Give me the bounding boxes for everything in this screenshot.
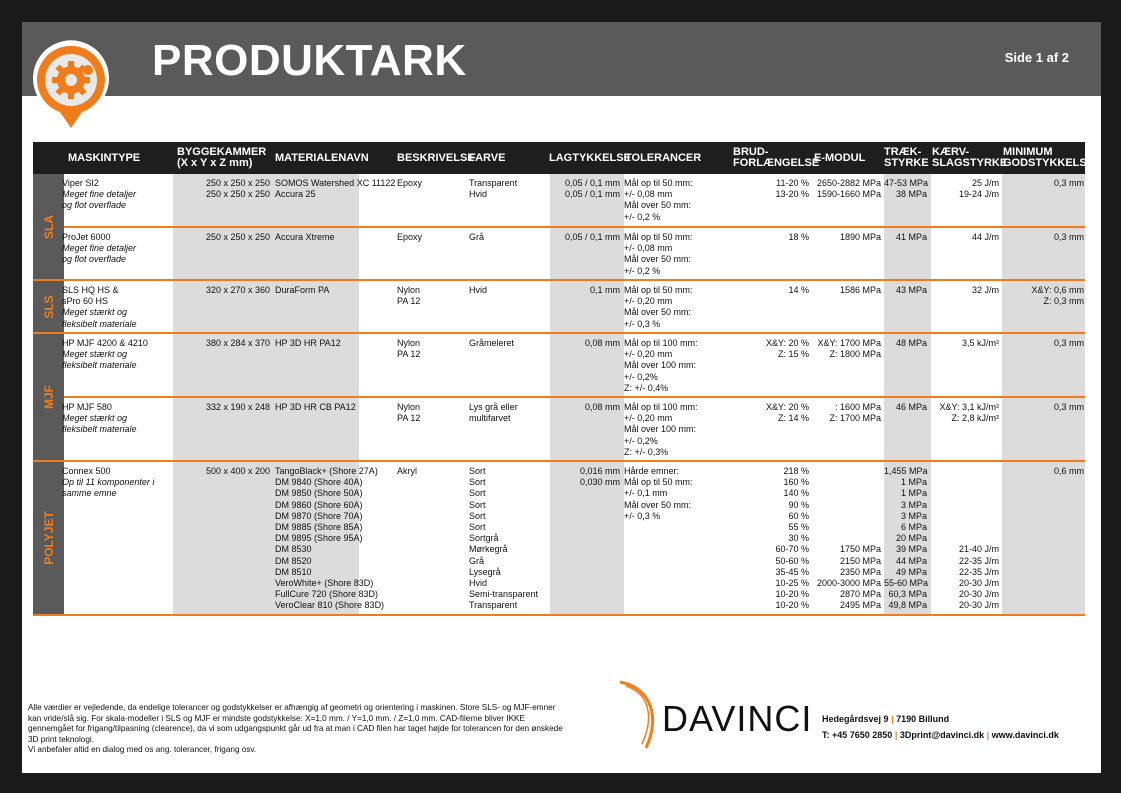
- column-header-text: TOLERANCER: [625, 152, 702, 164]
- cell-minthick: 0,3 mm: [1053, 338, 1084, 348]
- cell-tensile: 46 MPa: [895, 402, 927, 412]
- group-label-text: SLA: [41, 214, 56, 239]
- cell-tensile: 43 MPa: [895, 285, 927, 295]
- cell-tolerance: Mål op til 100 mm: +/- 0,20 mm Mål over 100 mm: +/- 0,2% Z: +/- 0,4%: [624, 338, 698, 393]
- column-header-tensile: [884, 147, 929, 169]
- cell-color: Transparent Hvid: [469, 178, 518, 200]
- column-header-description: [397, 153, 475, 164]
- cell-impact: 21-40 J/m 22-35 J/m 22-35 J/m 20-30 J/m 20-30 J/m 20-30 J/m: [958, 544, 999, 611]
- cell-layer: 0,016 mm 0,030 mm: [579, 466, 620, 488]
- machine-description: Meget fine detaljer og flot overflade: [62, 243, 137, 265]
- cell-impact: 25 J/m 19-24 J/m: [958, 178, 999, 200]
- cell-impact: X&Y: 3,1 kJ/m² Z: 2,8 kJ/m²: [939, 402, 999, 424]
- cell-description: Nylon PA 12: [397, 338, 421, 360]
- cell-minthick: X&Y: 0,6 mm Z: 0,3 mm: [1031, 285, 1084, 307]
- cell-emodulus: : 1600 MPa Z: 1700 MPa: [829, 402, 881, 424]
- machine-description: Meget stærkt og fleksibelt materiale: [62, 413, 137, 435]
- column-header-text: SLAGSTYRKE: [932, 157, 1008, 169]
- cell-description: Nylon PA 12: [397, 285, 421, 307]
- cell-tensile: 48 MPa: [895, 338, 927, 348]
- cell-minthick: 0,3 mm: [1053, 402, 1084, 412]
- column-header-text: FORLÆNGELSE: [733, 157, 820, 169]
- cell-color: Hvid: [469, 285, 488, 295]
- column-header-text: GODSTYKKELSE: [1003, 157, 1095, 169]
- group-sls: [33, 281, 1085, 334]
- cell-description: Akryl: [397, 466, 417, 476]
- group-label: [33, 174, 64, 279]
- cell-tensile: 1,455 MPa 1 MPa 1 MPa 3 MPa 3 MPa 6 MPa 20 MPa 39 MPa 44 MPa 49 MPa 55-60 MPa 60,3 MPa 49,8 MPa: [884, 466, 929, 611]
- cell-minthick: 0,6 mm: [1053, 466, 1084, 476]
- cell-machine: [62, 466, 172, 500]
- machine-name: Viper SI2: [62, 178, 99, 188]
- group-label-text: SLS: [41, 294, 56, 319]
- page-number: Side 1 af 2: [1004, 50, 1069, 65]
- cell-tolerance: Mål op til 100 mm: +/- 0,20 mm Mål over 100 mm: +/- 0,2% Z: +/- 0,3%: [624, 402, 698, 457]
- city: 7190 Billund: [896, 714, 950, 724]
- cell-elongation: 18 %: [788, 232, 809, 242]
- cell-build: 250 x 250 x 250: [205, 232, 270, 242]
- column-header-text: MASKINTYPE: [68, 152, 141, 164]
- cell-build: 320 x 270 x 360: [205, 285, 270, 295]
- cell-build: 250 x 250 x 250 250 x 250 x 250: [205, 178, 270, 200]
- cell-elongation: 218 % 160 % 140 % 90 % 60 % 55 % 30 % 60-70 % 50-60 % 35-45 % 10-25 % 10-20 % 10-20 %: [775, 466, 809, 611]
- page-header: [22, 22, 1101, 96]
- column-header-text: BESKRIVELSE: [397, 152, 475, 164]
- cell-material: Accura Xtreme: [275, 232, 335, 242]
- cell-layer: 0,05 / 0,1 mm 0,05 / 0,1 mm: [564, 178, 620, 200]
- group-label-text: POLYJET: [41, 511, 56, 565]
- page-title: PRODUKTARK: [152, 36, 467, 85]
- cell-build: 380 x 284 x 370: [205, 338, 270, 348]
- contact-line: T: +45 7650 2850 | 3Dprint@davinci.dk | www.davinci.dk: [822, 730, 1059, 740]
- cell-tolerance: Mål op til 50 mm: +/- 0,08 mm Mål over 50 mm: +/- 0,2 %: [624, 178, 693, 222]
- column-header-build: [177, 147, 266, 169]
- phone: T: +45 7650 2850: [822, 730, 893, 740]
- cell-elongation: X&Y: 20 % Z: 14 %: [765, 402, 809, 424]
- cell-material: DuraForm PA: [275, 285, 330, 295]
- email-link[interactable]: 3Dprint@davinci.dk: [899, 730, 985, 740]
- table-header: [33, 142, 1095, 174]
- column-header-text: LAGTYKKELSE: [549, 152, 631, 164]
- cell-minthick: 0,3 mm: [1053, 178, 1084, 188]
- cell-machine: [62, 338, 172, 372]
- shaded-band: [1002, 462, 1085, 614]
- cell-elongation: 11-20 % 13-20 %: [775, 178, 809, 200]
- cell-impact: 32 J/m: [971, 285, 999, 295]
- cell-impact: 44 J/m: [971, 232, 999, 242]
- cell-color: Grå: [469, 232, 485, 242]
- cell-color: Sort Sort Sort Sort Sort Sort Sortgrå Mørkegrå Grå Lysegrå Hvid Semi-transparent Transparent: [469, 466, 539, 611]
- machine-name: Connex 500: [62, 466, 111, 476]
- cell-minthick: 0,3 mm: [1053, 232, 1084, 242]
- table-row: [64, 396, 1085, 460]
- column-header-layer: [549, 153, 631, 164]
- cell-layer: 0,1 mm: [589, 285, 620, 295]
- column-header-elongation: [733, 147, 819, 169]
- cell-elongation: X&Y: 20 % Z: 15 %: [765, 338, 809, 360]
- machine-description: Op til 11 komponenter i samme emne: [62, 477, 155, 499]
- machine-name: SLS HQ HS & sPro 60 HS: [62, 285, 119, 307]
- footnote: Alle værdier er vejledende, da endelige tolerancer og godstykkelser er afhængig af geometri og orientering i maskinen. Store SLS- og MJF-emner kan vride/slå sig. For skala-modeller i SLS og MJF er mindste godstykkelse: X=1,0 mm. / Y=1,0 mm. / Z=1,0 mm. CAD-filerne bliver IKKE gennemgået for frigang/tilpasning (clearence), da vi som udgangspunkt går ud fra at man i CAD filen har taget højde for tolerancen for den ønskede 3D print teknologi. Vi anbefaler altid en dialog med os ang. tolerancer, frigang osv.: [28, 703, 563, 755]
- column-header-text: MATERIALENAVN: [275, 152, 369, 164]
- cell-color: Lys grå eller multifarvet: [469, 402, 518, 424]
- table-row: [64, 462, 1085, 614]
- column-header-text: TRÆK-: [884, 146, 922, 158]
- group-label: [33, 334, 64, 460]
- cell-tolerance: Mål op til 50 mm: +/- 0,08 mm Mål over 50 mm: +/- 0,2 %: [624, 232, 693, 276]
- column-header-text: E-MODUL: [814, 152, 866, 164]
- cell-tensile: 47-53 MPa 38 MPa: [884, 178, 929, 200]
- group-polyjet: [33, 462, 1085, 616]
- column-header-text: (X x Y x Z mm): [177, 157, 253, 169]
- cell-description: Epoxy: [397, 178, 423, 188]
- table-row: [64, 226, 1085, 279]
- cell-emodulus: 1890 MPa: [839, 232, 881, 242]
- column-header-text: BRUD-: [733, 146, 769, 158]
- cell-layer: 0,05 / 0,1 mm: [564, 232, 620, 242]
- machine-description: Meget fine detaljer og flot overflade: [62, 189, 137, 211]
- cell-build: 500 x 400 x 200: [205, 466, 270, 476]
- cell-layer: 0,08 mm: [584, 338, 620, 348]
- machine-name: ProJet 6000: [62, 232, 111, 242]
- column-header-emodulus: [814, 153, 865, 164]
- column-header-text: FARVE: [469, 152, 506, 164]
- column-header-color: [469, 153, 505, 164]
- column-header-minthick: [1003, 147, 1094, 169]
- cell-description: Epoxy: [397, 232, 423, 242]
- cell-tolerance: Hårde emner: Mål op til 50 mm: +/- 0,1 mm Mål over 50 mm: +/- 0,3 %: [624, 466, 693, 521]
- cell-emodulus: X&Y: 1700 MPa Z: 1800 MPa: [817, 338, 881, 360]
- column-header-text: MINIMUM: [1003, 146, 1053, 158]
- street: Hedegårdsvej 9: [822, 714, 889, 724]
- cell-impact: 3,5 kJ/m²: [961, 338, 999, 348]
- cell-machine: [62, 232, 172, 266]
- cell-machine: [62, 285, 172, 330]
- table-row: [64, 174, 1085, 226]
- group-label: [33, 281, 64, 332]
- machine-name: HP MJF 580: [62, 402, 112, 412]
- table-row: [64, 281, 1085, 332]
- cell-machine: [62, 402, 172, 436]
- cell-machine: [62, 178, 172, 212]
- column-header-material: [275, 153, 369, 164]
- cell-emodulus: 1750 MPa 2150 MPa 2350 MPa 2000-3000 MPa 2870 MPa 2495 MPa: [816, 544, 881, 611]
- gear-badge-icon: [30, 30, 112, 138]
- table-row: [64, 334, 1085, 396]
- cell-color: Gråmeleret: [469, 338, 515, 348]
- group-sla: [33, 174, 1085, 281]
- address-line: Hedegårdsvej 9 | 7190 Billund: [822, 714, 950, 724]
- cell-material: HP 3D HR PA12: [275, 338, 341, 348]
- cell-material: SOMOS Watershed XC 11122 Accura 25: [275, 178, 396, 200]
- column-header-text: BYGGEKAMMER: [177, 146, 267, 158]
- group-label: [33, 462, 64, 614]
- cell-tolerance: Mål op til 50 mm: +/- 0,20 mm Mål over 50 mm: +/- 0,3 %: [624, 285, 693, 329]
- group-label-text: MJF: [41, 385, 56, 409]
- cell-emodulus: 2650-2882 MPa 1590-1660 MPa: [816, 178, 881, 200]
- cell-material: TangoBlack+ (Shore 27A) DM 9840 (Shore 40A) DM 9850 (Shore 50A) DM 9860 (Shore 60A) DM 9870 (Shore 70A) DM 9885 (Shore 85A) DM 9895 (Shore 95A) DM 8530 DM 8520 DM 8510 VeroWhite+ (Shore 83D) FullCure 720 (Shore 83D) VeroClear 810 (Shore 83D): [275, 466, 385, 611]
- cell-description: Nylon PA 12: [397, 402, 421, 424]
- logo-text: DAVINCI: [662, 698, 813, 739]
- column-header-tolerance: [625, 153, 701, 164]
- product-sheet: [22, 22, 1101, 773]
- product-table: [33, 142, 1095, 616]
- group-mjf: [33, 334, 1085, 462]
- cell-layer: 0,08 mm: [584, 402, 620, 412]
- machine-description: Meget stærkt og fleksibelt materiale: [62, 307, 137, 329]
- machine-description: Meget stærkt og fleksibelt materiale: [62, 349, 137, 371]
- cell-tensile: 41 MPa: [895, 232, 927, 242]
- column-header-machine: [68, 153, 140, 164]
- machine-name: HP MJF 4200 & 4210: [62, 338, 148, 348]
- cell-material: HP 3D HR CB PA12: [275, 402, 356, 412]
- column-header-text: KÆRV-: [932, 146, 970, 158]
- cell-emodulus: 1586 MPa: [839, 285, 881, 295]
- column-header-text: STYRKE: [884, 157, 929, 169]
- column-header-impact: [932, 147, 1007, 169]
- cell-elongation: 14 %: [788, 285, 809, 295]
- cell-build: 332 x 190 x 248: [205, 402, 270, 412]
- web-link[interactable]: www.davinci.dk: [991, 730, 1059, 740]
